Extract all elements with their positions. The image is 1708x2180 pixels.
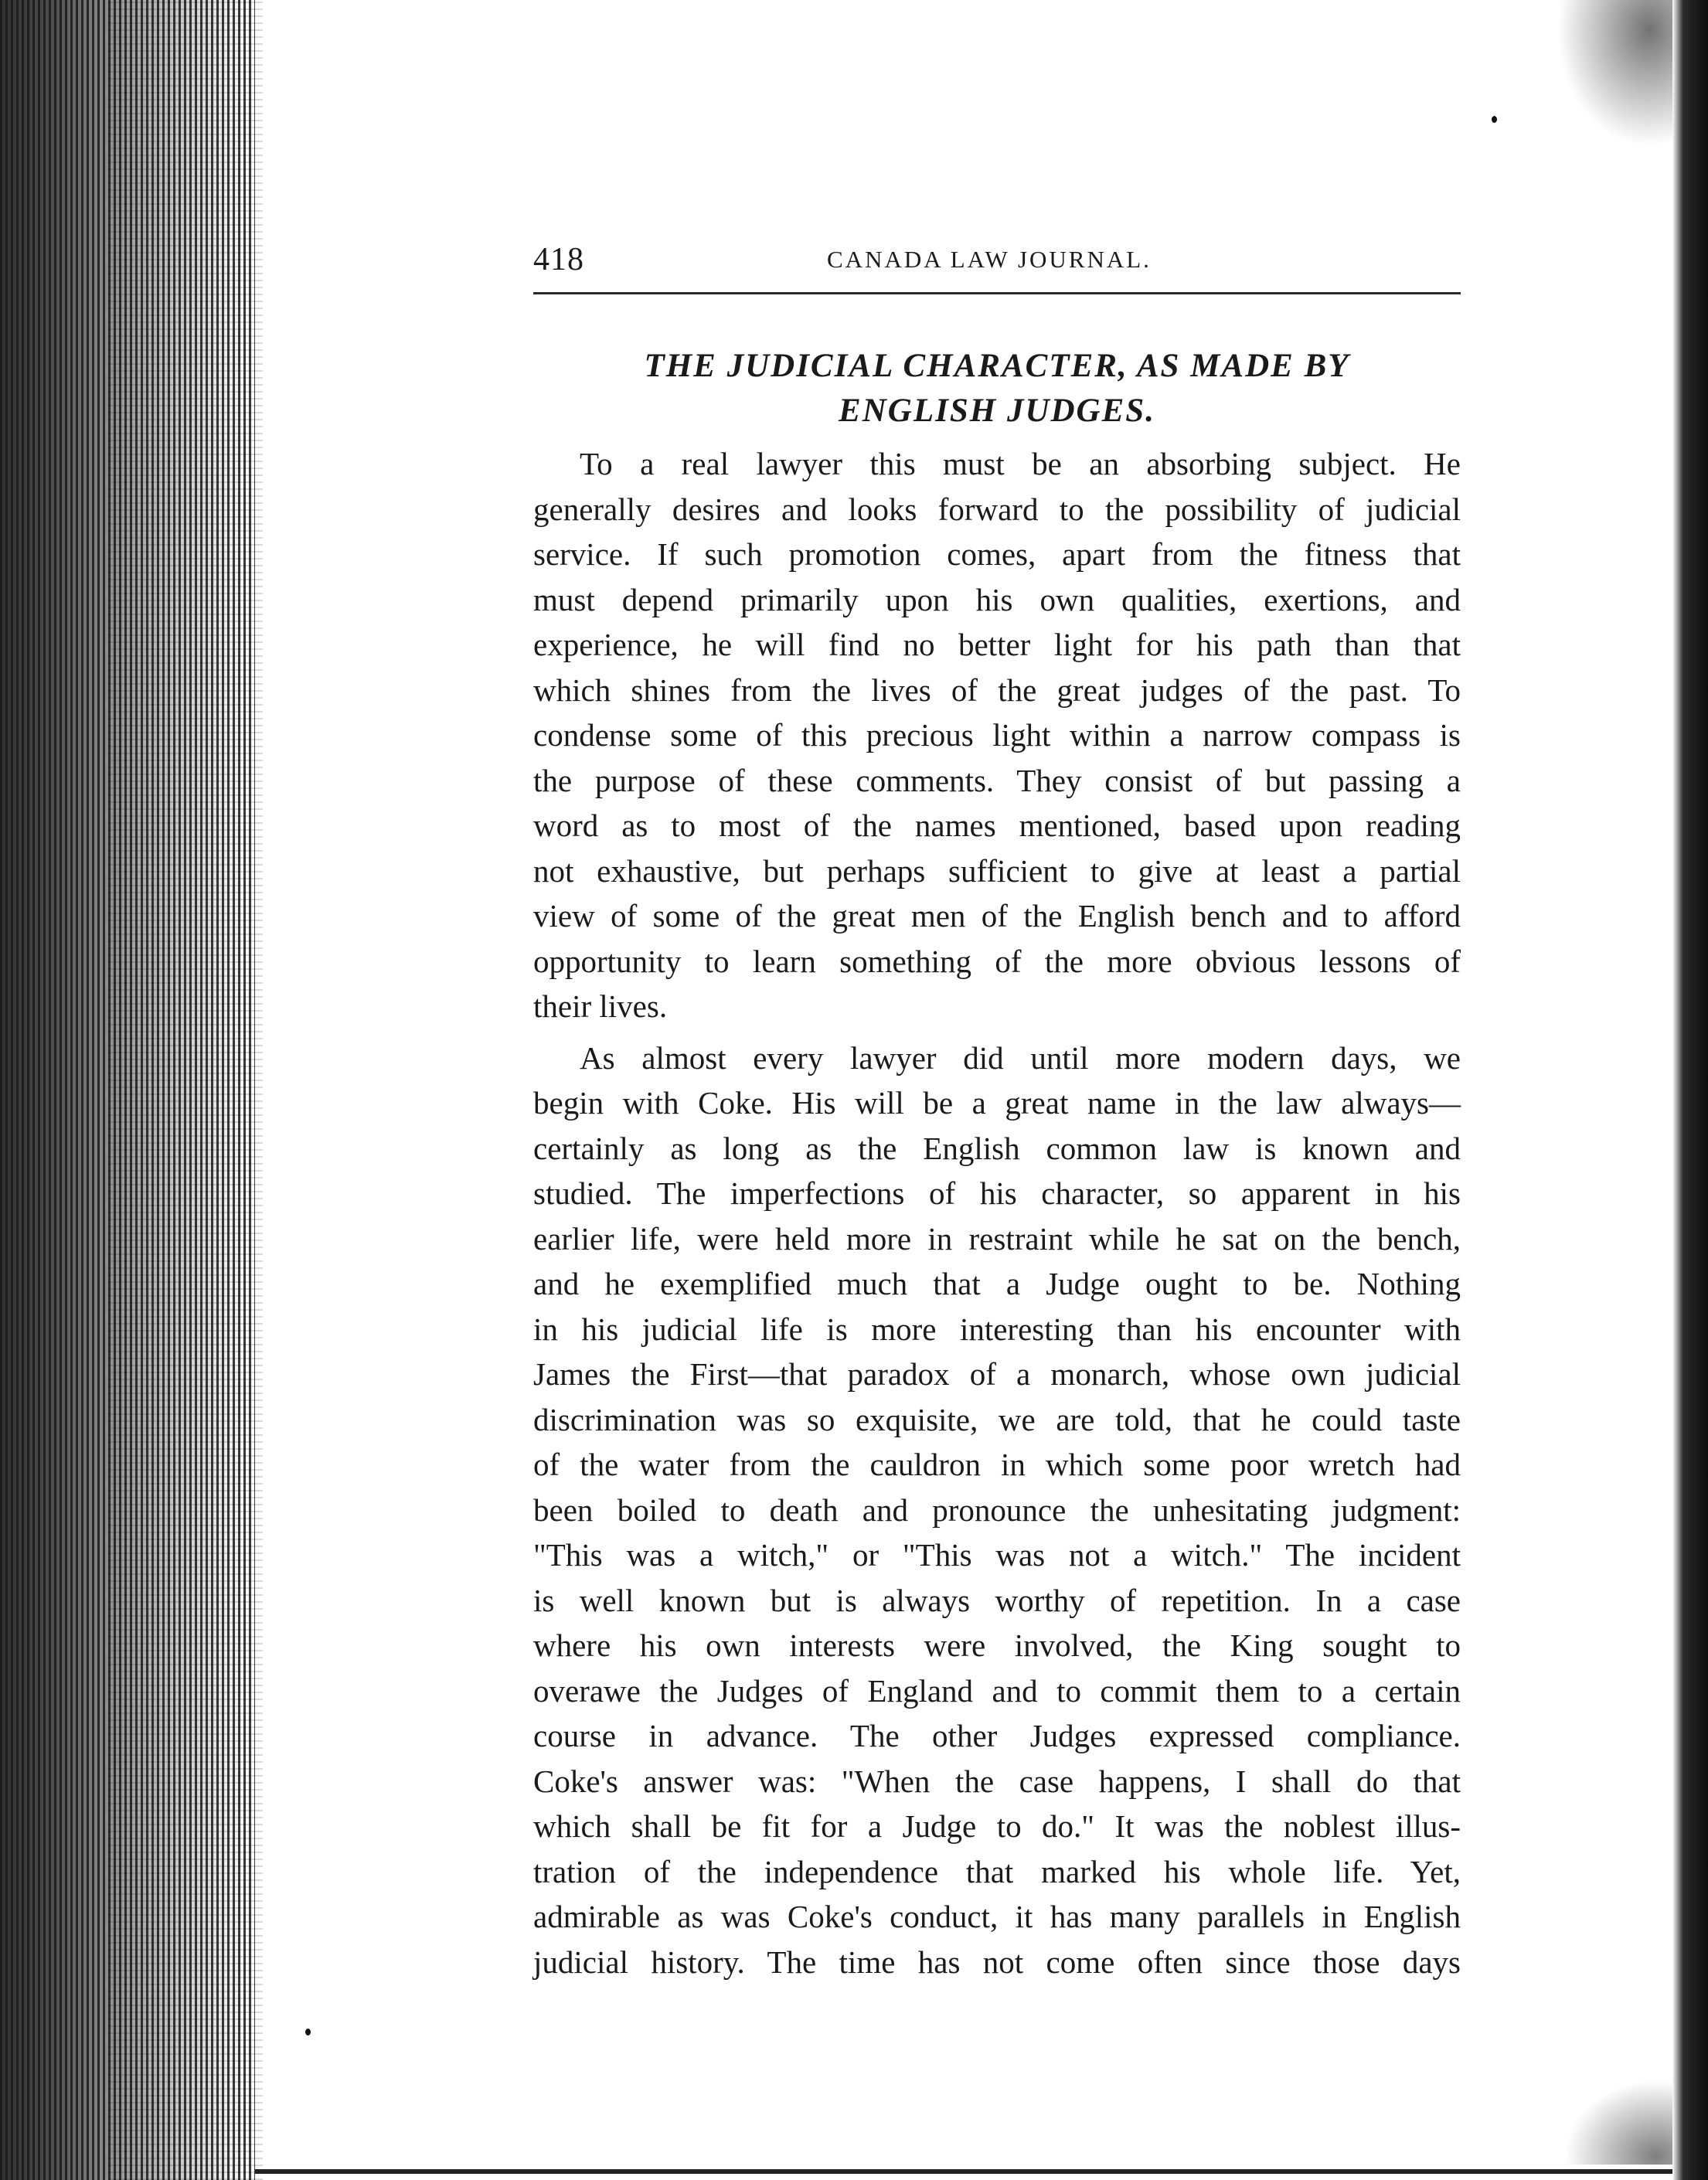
text-line: Coke's answer was: "When the case happens, I shall do that <box>533 1763 1461 1799</box>
scan-speckle-top-right <box>1557 0 1672 147</box>
paragraph-intro <box>533 441 1461 1029</box>
text-line: experience, he will find no better light for his path than that <box>533 627 1461 662</box>
text-line: service. If such promotion comes, apart from the fitness that <box>533 536 1461 572</box>
text-line: and he exemplified much that a Judge ought to be. Nothing <box>533 1266 1461 1301</box>
paragraph-coke <box>533 1036 1461 1985</box>
text-line: begin with Coke. His will be a great name in the law always— <box>533 1085 1461 1121</box>
text-line: their lives. <box>533 988 668 1024</box>
text-line: studied. The imperfections of his character, so apparent in his <box>533 1175 1461 1211</box>
text-line: James the First—that paradox of a monarch, whose own judicial <box>533 1356 1461 1392</box>
running-head <box>533 232 1461 286</box>
text-line: where his own interests were involved, the King sought to <box>533 1627 1461 1663</box>
text-line: admirable as was Coke's conduct, it has many parallels in English <box>533 1899 1461 1934</box>
article-title <box>533 344 1461 434</box>
text-line: "This was a witch," or "This was not a witch." The incident <box>533 1537 1461 1573</box>
page-number: 418 <box>533 242 584 277</box>
text-line: generally desires and looks forward to the possibility of judicial <box>533 491 1461 527</box>
article-title-line: ENGLISH JUDGES. <box>839 393 1155 429</box>
text-line: in his judicial life is more interesting than his encounter with <box>533 1311 1461 1347</box>
text-line: earlier life, were held more in restraint while he sat on the bench, <box>533 1220 1461 1257</box>
journal-title: CANADA LAW JOURNAL. <box>827 246 1152 273</box>
page-edge-right <box>1672 0 1708 2180</box>
binding-speckle <box>108 0 263 2180</box>
text-line: view of some of the great men of the English bench and to afford <box>533 898 1461 934</box>
text-line: of the water from the cauldron in which some poor wretch had <box>533 1447 1461 1482</box>
text-line: To a real lawyer this must be an absorbing subject. He <box>580 446 1461 481</box>
text-line: condense some of this precious light within a narrow compass is <box>533 717 1461 753</box>
text-line: the purpose of these comments. They consist of but passing a <box>533 762 1461 798</box>
scan-speckle-bottom-right <box>1564 2080 1672 2165</box>
text-line: As almost every lawyer did until more modern days, we <box>580 1039 1461 1076</box>
text-line: been boiled to death and pronounce the unhesitating judgment: <box>533 1491 1461 1528</box>
text-line: not exhaustive, but perhaps sufficient to give at least a partial <box>533 852 1461 889</box>
text-line: must depend primarily upon his own qualities, exertions, and <box>533 581 1461 617</box>
text-line: opportunity to learn something of the more obvious lessons of <box>533 943 1461 979</box>
text-line: course in advance. The other Judges expressed compliance. <box>533 1718 1461 1753</box>
text-line: discrimination was so exquisite, we are told, that he could taste <box>533 1401 1461 1437</box>
header-rule <box>533 292 1461 294</box>
article-title-line: THE JUDICIAL CHARACTER, AS MADE BY <box>644 348 1350 384</box>
text-line: word as to most of the names mentioned, based upon reading <box>533 808 1461 843</box>
page-content <box>533 232 1461 1984</box>
text-line: tration of the independence that marked his whole life. Yet, <box>533 1853 1461 1889</box>
text-line: judicial history. The time has not come often since those days <box>533 1944 1461 1980</box>
text-line: which shall be fit for a Judge to do." It was the noblest illus- <box>533 1808 1461 1844</box>
text-line: which shines from the lives of the great judges of the past. To <box>533 672 1461 708</box>
stray-mark <box>305 2029 311 2035</box>
stray-mark <box>1492 116 1497 123</box>
page-edge-bottom <box>255 2169 1672 2174</box>
text-line: certainly as long as the English common law is known and <box>533 1130 1461 1166</box>
text-line: overawe the Judges of England and to commit them to a certain <box>533 1672 1461 1709</box>
text-line: is well known but is always worthy of repetition. In a case <box>533 1582 1461 1618</box>
